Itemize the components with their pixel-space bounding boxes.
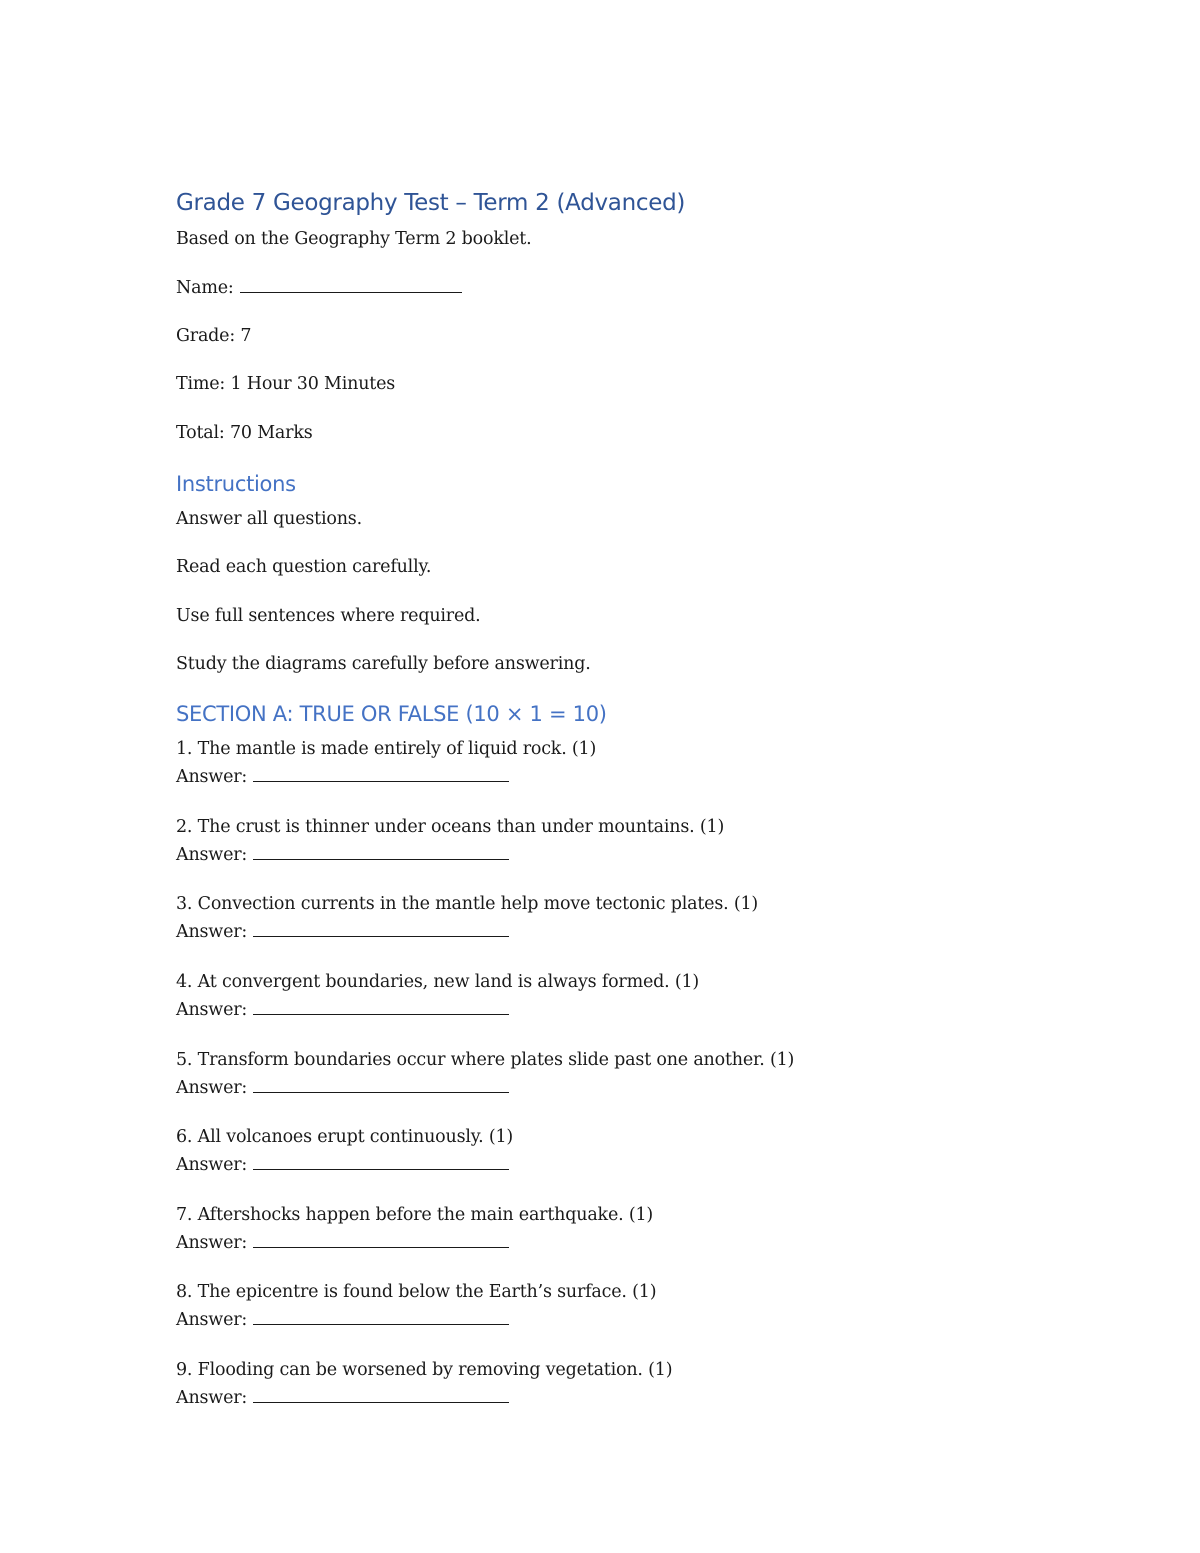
answer-blank[interactable] (253, 767, 509, 782)
answer-label: Answer: (176, 1310, 248, 1330)
question-text: 2. The crust is thinner under oceans than under mountains. (1) (176, 817, 725, 837)
question-7 (176, 1201, 653, 1257)
document-title: Grade 7 Geography Test – Term 2 (Advanced) (176, 190, 686, 216)
answer-line (176, 996, 699, 1024)
answer-line (176, 763, 596, 791)
question-text: 6. All volcanoes erupt continuously. (1) (176, 1127, 514, 1147)
name-line (176, 278, 462, 298)
question-text: 3. Convection currents in the mantle help move tectonic plates. (1) (176, 894, 759, 914)
question-8 (176, 1278, 656, 1334)
answer-blank[interactable] (253, 1388, 509, 1403)
instruction-item: Read each question carefully. (176, 557, 432, 577)
answer-blank[interactable] (253, 1310, 509, 1325)
question-4 (176, 968, 699, 1024)
question-text: 1. The mantle is made entirely of liquid rock. (1) (176, 739, 597, 759)
answer-line (176, 1384, 672, 1412)
answer-line (176, 1151, 513, 1179)
total-line: Total: 70 Marks (176, 423, 313, 443)
answer-label: Answer: (176, 767, 248, 787)
time-line: Time: 1 Hour 30 Minutes (176, 374, 396, 394)
question-text: 8. The epicentre is found below the Earth’s surface. (1) (176, 1282, 657, 1302)
instruction-item: Use full sentences where required. (176, 606, 481, 626)
section-a-heading: SECTION A: TRUE OR FALSE (10 × 1 = 10) (176, 702, 607, 726)
answer-label: Answer: (176, 922, 248, 942)
instruction-item: Answer all questions. (176, 509, 362, 529)
grade-line: Grade: 7 (176, 326, 252, 346)
answer-blank[interactable] (253, 1233, 509, 1248)
answer-blank[interactable] (253, 1000, 509, 1015)
answer-label: Answer: (176, 1078, 248, 1098)
question-6 (176, 1123, 513, 1179)
answer-blank[interactable] (253, 922, 509, 937)
answer-label: Answer: (176, 1155, 248, 1175)
question-text: 9. Flooding can be worsened by removing vegetation. (1) (176, 1360, 673, 1380)
question-text: 7. Aftershocks happen before the main earthquake. (1) (176, 1205, 654, 1225)
question-text: 4. At convergent boundaries, new land is always formed. (1) (176, 972, 700, 992)
instruction-item: Study the diagrams carefully before answering. (176, 654, 591, 674)
instructions-heading: Instructions (176, 472, 296, 496)
answer-line (176, 1306, 656, 1334)
question-text: 5. Transform boundaries occur where plates slide past one another. (1) (176, 1050, 795, 1070)
answer-blank[interactable] (253, 1155, 509, 1170)
answer-label: Answer: (176, 1388, 248, 1408)
answer-blank[interactable] (253, 845, 509, 860)
answer-label: Answer: (176, 1000, 248, 1020)
question-3 (176, 890, 758, 946)
name-label: Name: (176, 278, 234, 298)
answer-line (176, 1229, 653, 1257)
answer-label: Answer: (176, 1233, 248, 1253)
name-blank[interactable] (240, 278, 462, 293)
question-9 (176, 1356, 672, 1412)
answer-line (176, 1074, 794, 1102)
answer-blank[interactable] (253, 1078, 509, 1093)
question-2 (176, 813, 724, 869)
answer-line (176, 841, 724, 869)
question-1 (176, 735, 596, 791)
answer-line (176, 918, 758, 946)
question-5 (176, 1046, 794, 1102)
answer-label: Answer: (176, 845, 248, 865)
document-subtitle: Based on the Geography Term 2 booklet. (176, 229, 532, 249)
